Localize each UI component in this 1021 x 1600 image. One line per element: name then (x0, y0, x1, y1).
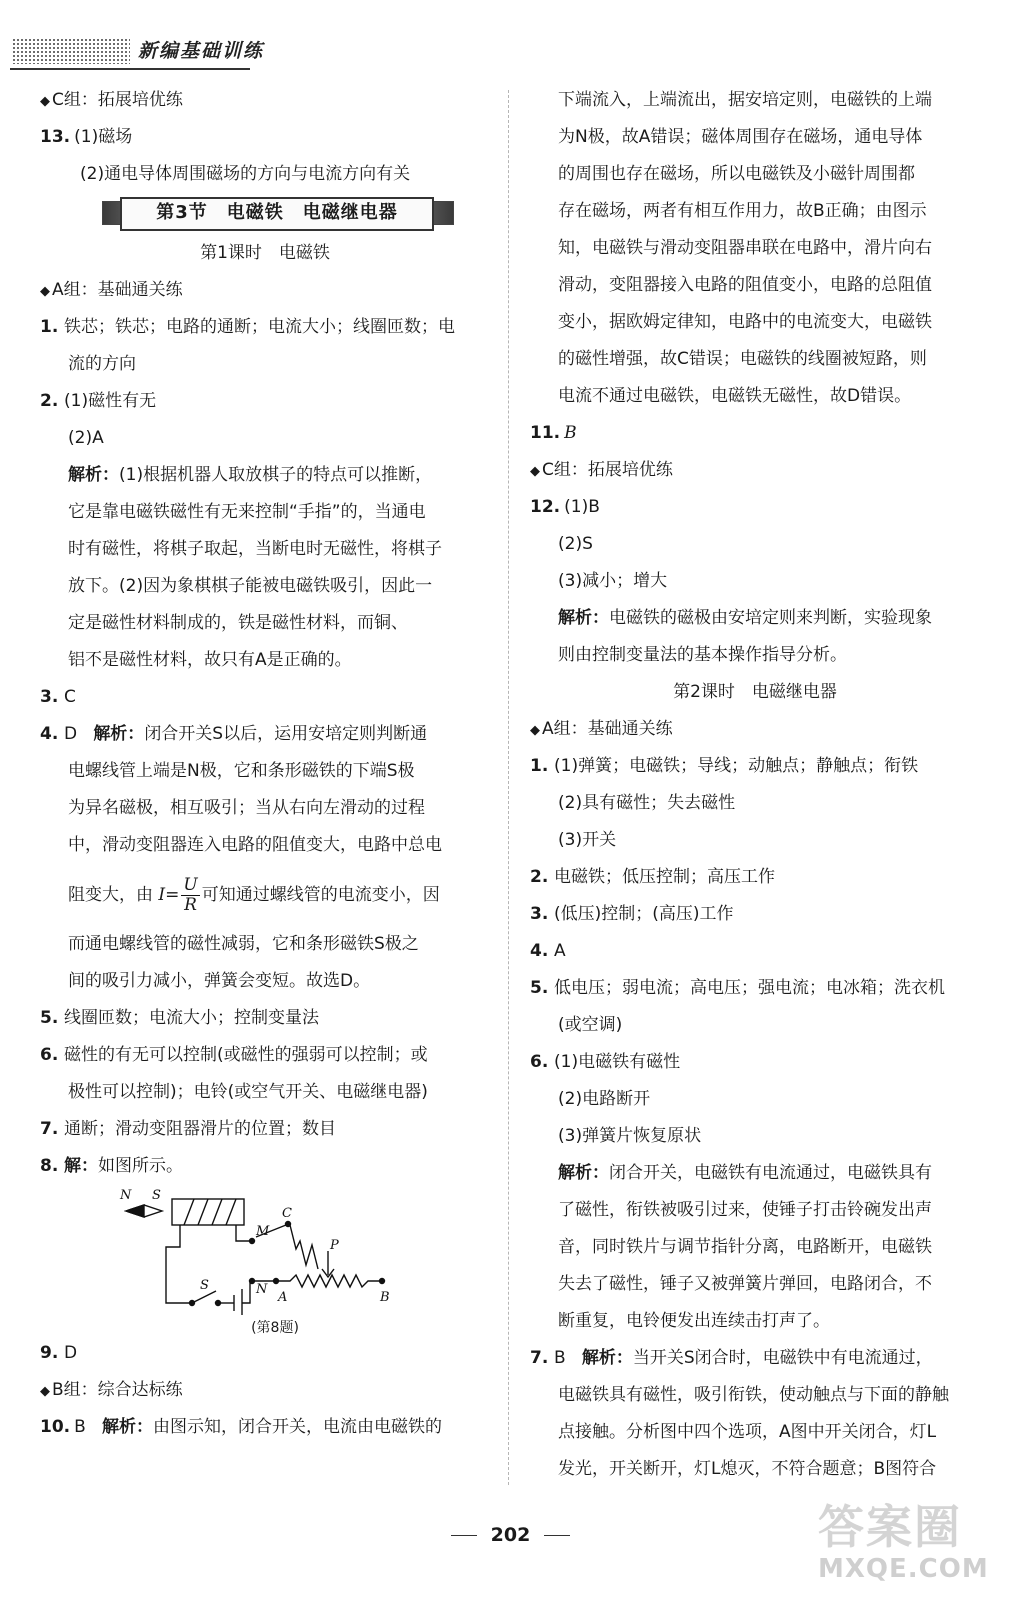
answer-2-explain: 放下。(2)因为象棋棋子能被电磁铁吸引，因此一 (68, 576, 433, 596)
answer-r6-part2: (2)电路断开 (558, 1089, 651, 1109)
label-b: B (380, 1290, 390, 1305)
answer-4-explain: 中，滑动变阻器连入电路的阻值变大，电路中总电 (68, 835, 442, 855)
answer-12-explain: 则由控制变量法的基本操作指导分析。 (558, 645, 847, 665)
answer-r5-cont: (或空调) (558, 1015, 623, 1035)
header-dot-pattern (12, 38, 130, 64)
left-column (40, 82, 490, 1446)
circuit-diagram (110, 1185, 440, 1335)
answer-11: 11. B (530, 423, 577, 443)
label-s: S (152, 1188, 161, 1203)
answer-r6-part3: (3)弹簧片恢复原状 (558, 1126, 702, 1146)
label-n2: N (256, 1282, 268, 1297)
answer-3: 3. C (40, 687, 76, 707)
answer-r6: 6. (1)电磁铁有磁性 (530, 1052, 681, 1072)
diamond-icon: ◆ (40, 284, 50, 299)
formula-current: I (158, 885, 166, 905)
answer-6: 6. 磁性的有无可以控制(或磁性的强弱可以控制；或 (40, 1045, 428, 1065)
answer-2-explain: 铝不是磁性材料，故只有A是正确的。 (68, 650, 352, 670)
lesson-title-2: 第2课时 电磁继电器 (673, 682, 837, 702)
answer-r7: 7. B 解析：当开关S闭合时，电磁铁中有电流通过， (530, 1348, 933, 1368)
answer-2: 2. (1)磁性有无 (40, 391, 157, 411)
section-banner (102, 197, 452, 229)
answer-r2: 2. 电磁铁；低压控制；高压工作 (530, 867, 775, 887)
answer-10-explain: 滑动，变阻器接入电路的阻值变小，电路的总阻值 (558, 275, 932, 295)
label-m: M (256, 1224, 270, 1239)
diamond-icon: ◆ (530, 464, 540, 479)
circuit-svg (110, 1185, 440, 1315)
answer-7: 7. 通断；滑动变阻器滑片的位置；数目 (40, 1119, 336, 1139)
answer-6-cont: 极性可以控制)；电铃(或空气开关、电磁继电器) (68, 1082, 428, 1102)
answer-r6-explain: 音，同时铁片与调节指针分离，电路断开，电磁铁 (558, 1237, 932, 1257)
answer-10-explain: 存在磁场，两者有相互作用力，故B正确；由图示 (558, 201, 927, 221)
answer-10-explain: 的周围也存在磁场，所以电磁铁及小磁针周围都 (558, 164, 915, 184)
answer-2-explain: 定是磁性材料制成的，铁是磁性材料，而铜、 (68, 613, 408, 633)
group-heading-c: ◆ C组：拓展培优练 (40, 90, 183, 110)
answer-r7-explain: 发光，开关断开，灯L熄灭，不符合题意；B图符合 (558, 1459, 937, 1479)
label-switch-s: S (200, 1278, 209, 1293)
answer-2-explain: 它是靠电磁铁磁性有无来控制“手指”的，当通电 (68, 502, 426, 522)
answer-2-part2: (2)A (68, 428, 104, 448)
label-n: N (120, 1188, 132, 1203)
answer-4-explain: 电螺线管上端是N极，它和条形磁铁的下端S极 (68, 761, 415, 781)
label-c: C (282, 1206, 292, 1221)
answer-1-cont: 流的方向 (68, 354, 136, 374)
answer-r7-explain: 电磁铁具有磁性，吸引衔铁，使动触点与下面的静触 (558, 1385, 949, 1405)
diamond-icon: ◆ (530, 723, 540, 738)
answer-10-explain: 变小，据欧姆定律知，电路中的电流变大，电磁铁 (558, 312, 932, 332)
section-title: 第3节 电磁铁 电磁继电器 (120, 197, 434, 231)
answer-2-explain: 时有磁性，将棋子取起，当断电时无磁性，将棋子 (68, 539, 442, 559)
answer-r6-explain: 解析：闭合开关，电磁铁有电流通过，电磁铁具有 (558, 1163, 932, 1183)
group-heading-b: ◆ B组：综合达标练 (40, 1380, 183, 1400)
answer-5: 5. 线圈匝数；电流大小；控制变量法 (40, 1008, 319, 1028)
column-divider (508, 90, 509, 1485)
answer-10-explain: 知，电磁铁与滑动变阻器串联在电路中，滑片向右 (558, 238, 932, 258)
answer-10-explain: 电流不通过电磁铁，电磁铁无磁性，故D错误。 (558, 386, 912, 406)
answer-10-explain: 下端流入，上端流出，据安培定则，电磁铁的上端 (558, 90, 932, 110)
answer-13-part2: (2)通电导体周围磁场的方向与电流方向有关 (80, 164, 411, 184)
answer-r3: 3. (低压)控制；(高压)工作 (530, 904, 734, 924)
answer-10-explain: 为N极，故A错误；磁体周围存在磁场，通电导体 (558, 127, 923, 147)
answer-10: 10. B 解析：由图示知，闭合开关，电流由电磁铁的 (40, 1417, 443, 1437)
group-heading-a: ◆ A组：基础通关练 (40, 280, 183, 300)
answer-13: 13. (1)磁场 (40, 127, 133, 147)
label-p: P (330, 1238, 339, 1253)
answer-4-explain: 而通电螺线管的磁性减弱，它和条形磁铁S极之 (68, 934, 419, 954)
answer-10-explain: 的磁性增强，故C错误；电磁铁的线圈被短路，则 (558, 349, 927, 369)
answer-12-explain: 解析：电磁铁的磁极由安培定则来判断，实验现象 (558, 608, 932, 628)
group-heading-c: ◆ C组：拓展培优练 (530, 460, 673, 480)
formula-fraction: $\frac{U}{R}$ (183, 874, 198, 915)
answer-12: 12. (1)B (530, 497, 600, 517)
group-heading-a: ◆ A组：基础通关练 (530, 719, 673, 739)
answer-4-explain: 间的吸引力减小，弹簧会变短。故选D。 (68, 971, 371, 991)
page-header (0, 0, 1021, 80)
lesson-title-1: 第1课时 电磁铁 (200, 243, 330, 263)
answer-r6-explain: 了磁性，衔铁被吸引过来，使锤子打击铃碗发出声 (558, 1200, 932, 1220)
answer-4-formula-line: 阻变大，由 I= $\frac{U}{R}$ 可知通过螺线管的电流变小，因 (68, 874, 440, 915)
answer-r6-explain: 断重复，电铃便发出连续击打声了。 (558, 1311, 830, 1331)
answer-r4: 4. A (530, 941, 566, 961)
answer-1: 1. 铁芯；铁芯；电路的通断；电流大小；线圈匝数；电 (40, 317, 455, 337)
answer-8: 8. 解：如图所示。 (40, 1156, 183, 1176)
answer-4-explain: 为异名磁极，相互吸引；当从右向左滑动的过程 (68, 798, 425, 818)
answer-12-part3: (3)减小；增大 (558, 571, 668, 591)
diamond-icon: ◆ (40, 1384, 50, 1399)
answer-r6-explain: 失去了磁性，锤子又被弹簧片弹回，电路闭合，不 (558, 1274, 932, 1294)
answer-r1: 1. (1)弹簧；电磁铁；导线；动触点；静触点；衔铁 (530, 756, 919, 776)
answer-9: 9. D (40, 1343, 78, 1363)
page-number: 202 (0, 1524, 1021, 1546)
book-title: 新编基础训练 (138, 40, 265, 62)
answer-r7-explain: 点接触。分析图中四个选项，A图中开关闭合，灯L (558, 1422, 937, 1442)
answer-r1-part3: (3)开关 (558, 830, 617, 850)
figure-caption: (第8题) (251, 1320, 299, 1336)
diamond-icon: ◆ (40, 94, 50, 109)
answer-2-explain: 解析：(1)根据机器人取放棋子的特点可以推断， (68, 465, 433, 485)
answer-4: 4. D 解析：闭合开关S以后，运用安培定则判断通 (40, 724, 428, 744)
right-column (530, 82, 980, 1488)
label-a: A (278, 1290, 288, 1305)
answer-r1-part2: (2)具有磁性；失去磁性 (558, 793, 736, 813)
site-watermark: 答案圈 MXQE.COM (818, 1500, 989, 1584)
answer-12-part2: (2)S (558, 534, 593, 554)
answer-r5: 5. 低电压；弱电流；高电压；强电流；电冰箱；洗衣机 (530, 978, 945, 998)
header-rule (10, 68, 250, 70)
